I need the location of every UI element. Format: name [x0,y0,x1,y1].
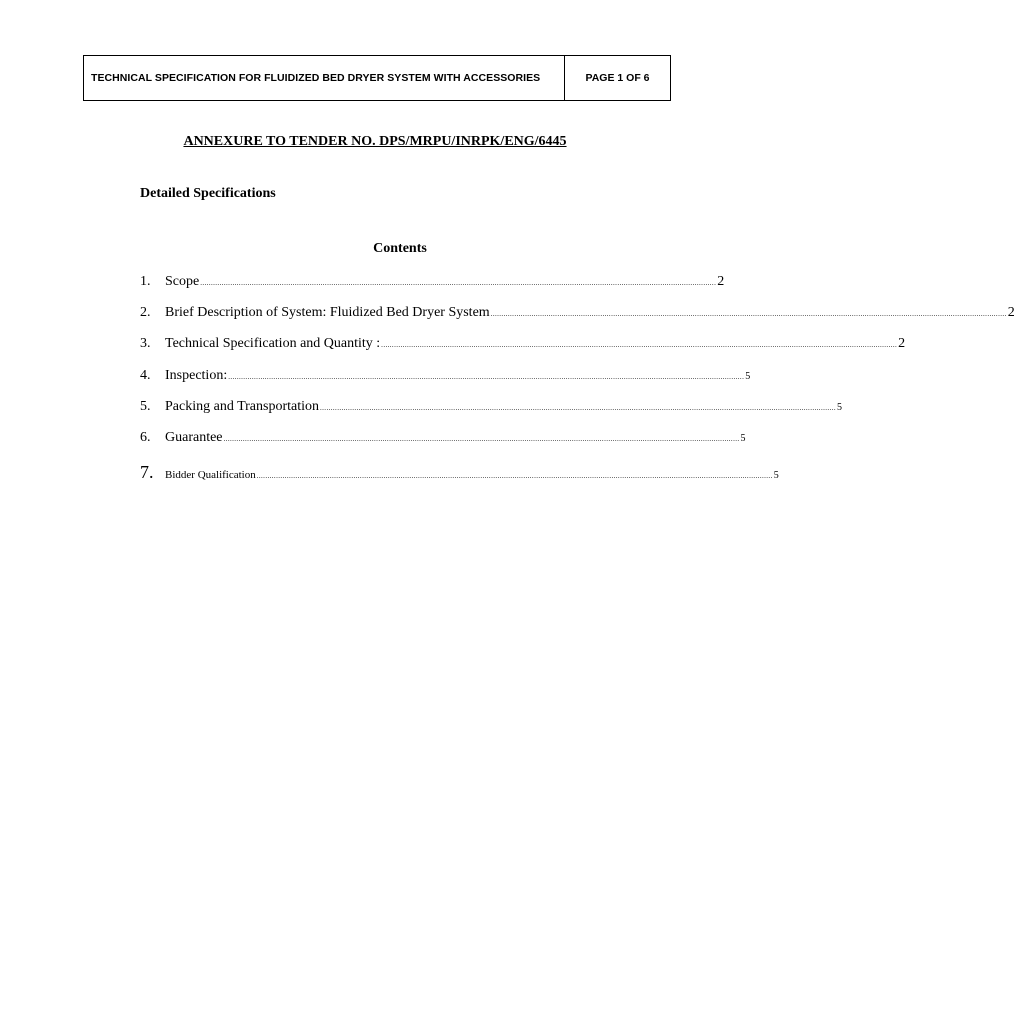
contents-heading: Contents [373,241,427,256]
toc-number: 4. [140,368,151,383]
toc-number: 6. [140,430,151,445]
toc-number: 2. [140,305,151,320]
toc-title: Technical Specification and Quantity : [165,336,381,351]
annexure-title: ANNEXURE TO TENDER NO. DPS/MRPU/INRPK/ENG/6445 [183,134,567,149]
toc-page: 5 [773,470,779,481]
toc-leader: ................................................................................................................................................................................................................................................ [490,310,1007,318]
toc-entry-brief-description[interactable] [140,305,1015,321]
toc-leader: ................................................................................................................................................................................................................................................ [320,404,836,412]
toc-leader: ................................................................................................................................................................................................................................................ [381,341,898,349]
toc-title: Guarantee [165,430,223,445]
toc-title: Inspection: [165,368,228,383]
toc-page: 5 [745,371,751,382]
header-title: TECHNICAL SPECIFICATION FOR FLUIDIZED BED DRYER SYSTEM WITH ACCESSORIES [84,56,565,100]
page-indicator: PAGE 1 OF 6 [585,72,650,84]
toc-entry-guarantee[interactable] [140,430,746,446]
toc-number: 1. [140,274,151,289]
toc-title: Bidder Qualification [165,469,256,481]
toc-entry-bidder-qualification[interactable] [140,462,779,483]
toc-leader: ................................................................................................................................................................................................................................................ [256,472,773,480]
toc-leader: ................................................................................................................................................................................................................................................ [223,435,740,443]
section-title: Detailed Specifications [140,186,276,201]
toc-entry-inspection[interactable] [140,368,751,384]
toc-leader: ................................................................................................................................................................................................................................................ [200,279,717,287]
toc-title: Packing and Transportation [165,399,319,414]
toc-number: 5. [140,399,151,414]
toc-page: 5 [740,433,746,444]
toc-number: 3. [140,336,151,351]
toc-entry-packing[interactable] [140,399,842,415]
toc-page: 2 [898,336,906,351]
toc-leader: ................................................................................................................................................................................................................................................ [228,373,745,381]
toc-number: 7. [140,462,154,482]
toc-page: 2 [717,274,725,289]
toc-entry-technical-specification[interactable] [140,336,906,352]
document-header [83,55,671,101]
toc-title: Scope [165,274,200,289]
toc-page: 5 [837,402,842,413]
toc-page: 2 [1007,305,1015,320]
toc-title: Brief Description of System: Fluidized Bed Dryer System [165,305,490,320]
toc-entry-scope[interactable] [140,274,725,290]
